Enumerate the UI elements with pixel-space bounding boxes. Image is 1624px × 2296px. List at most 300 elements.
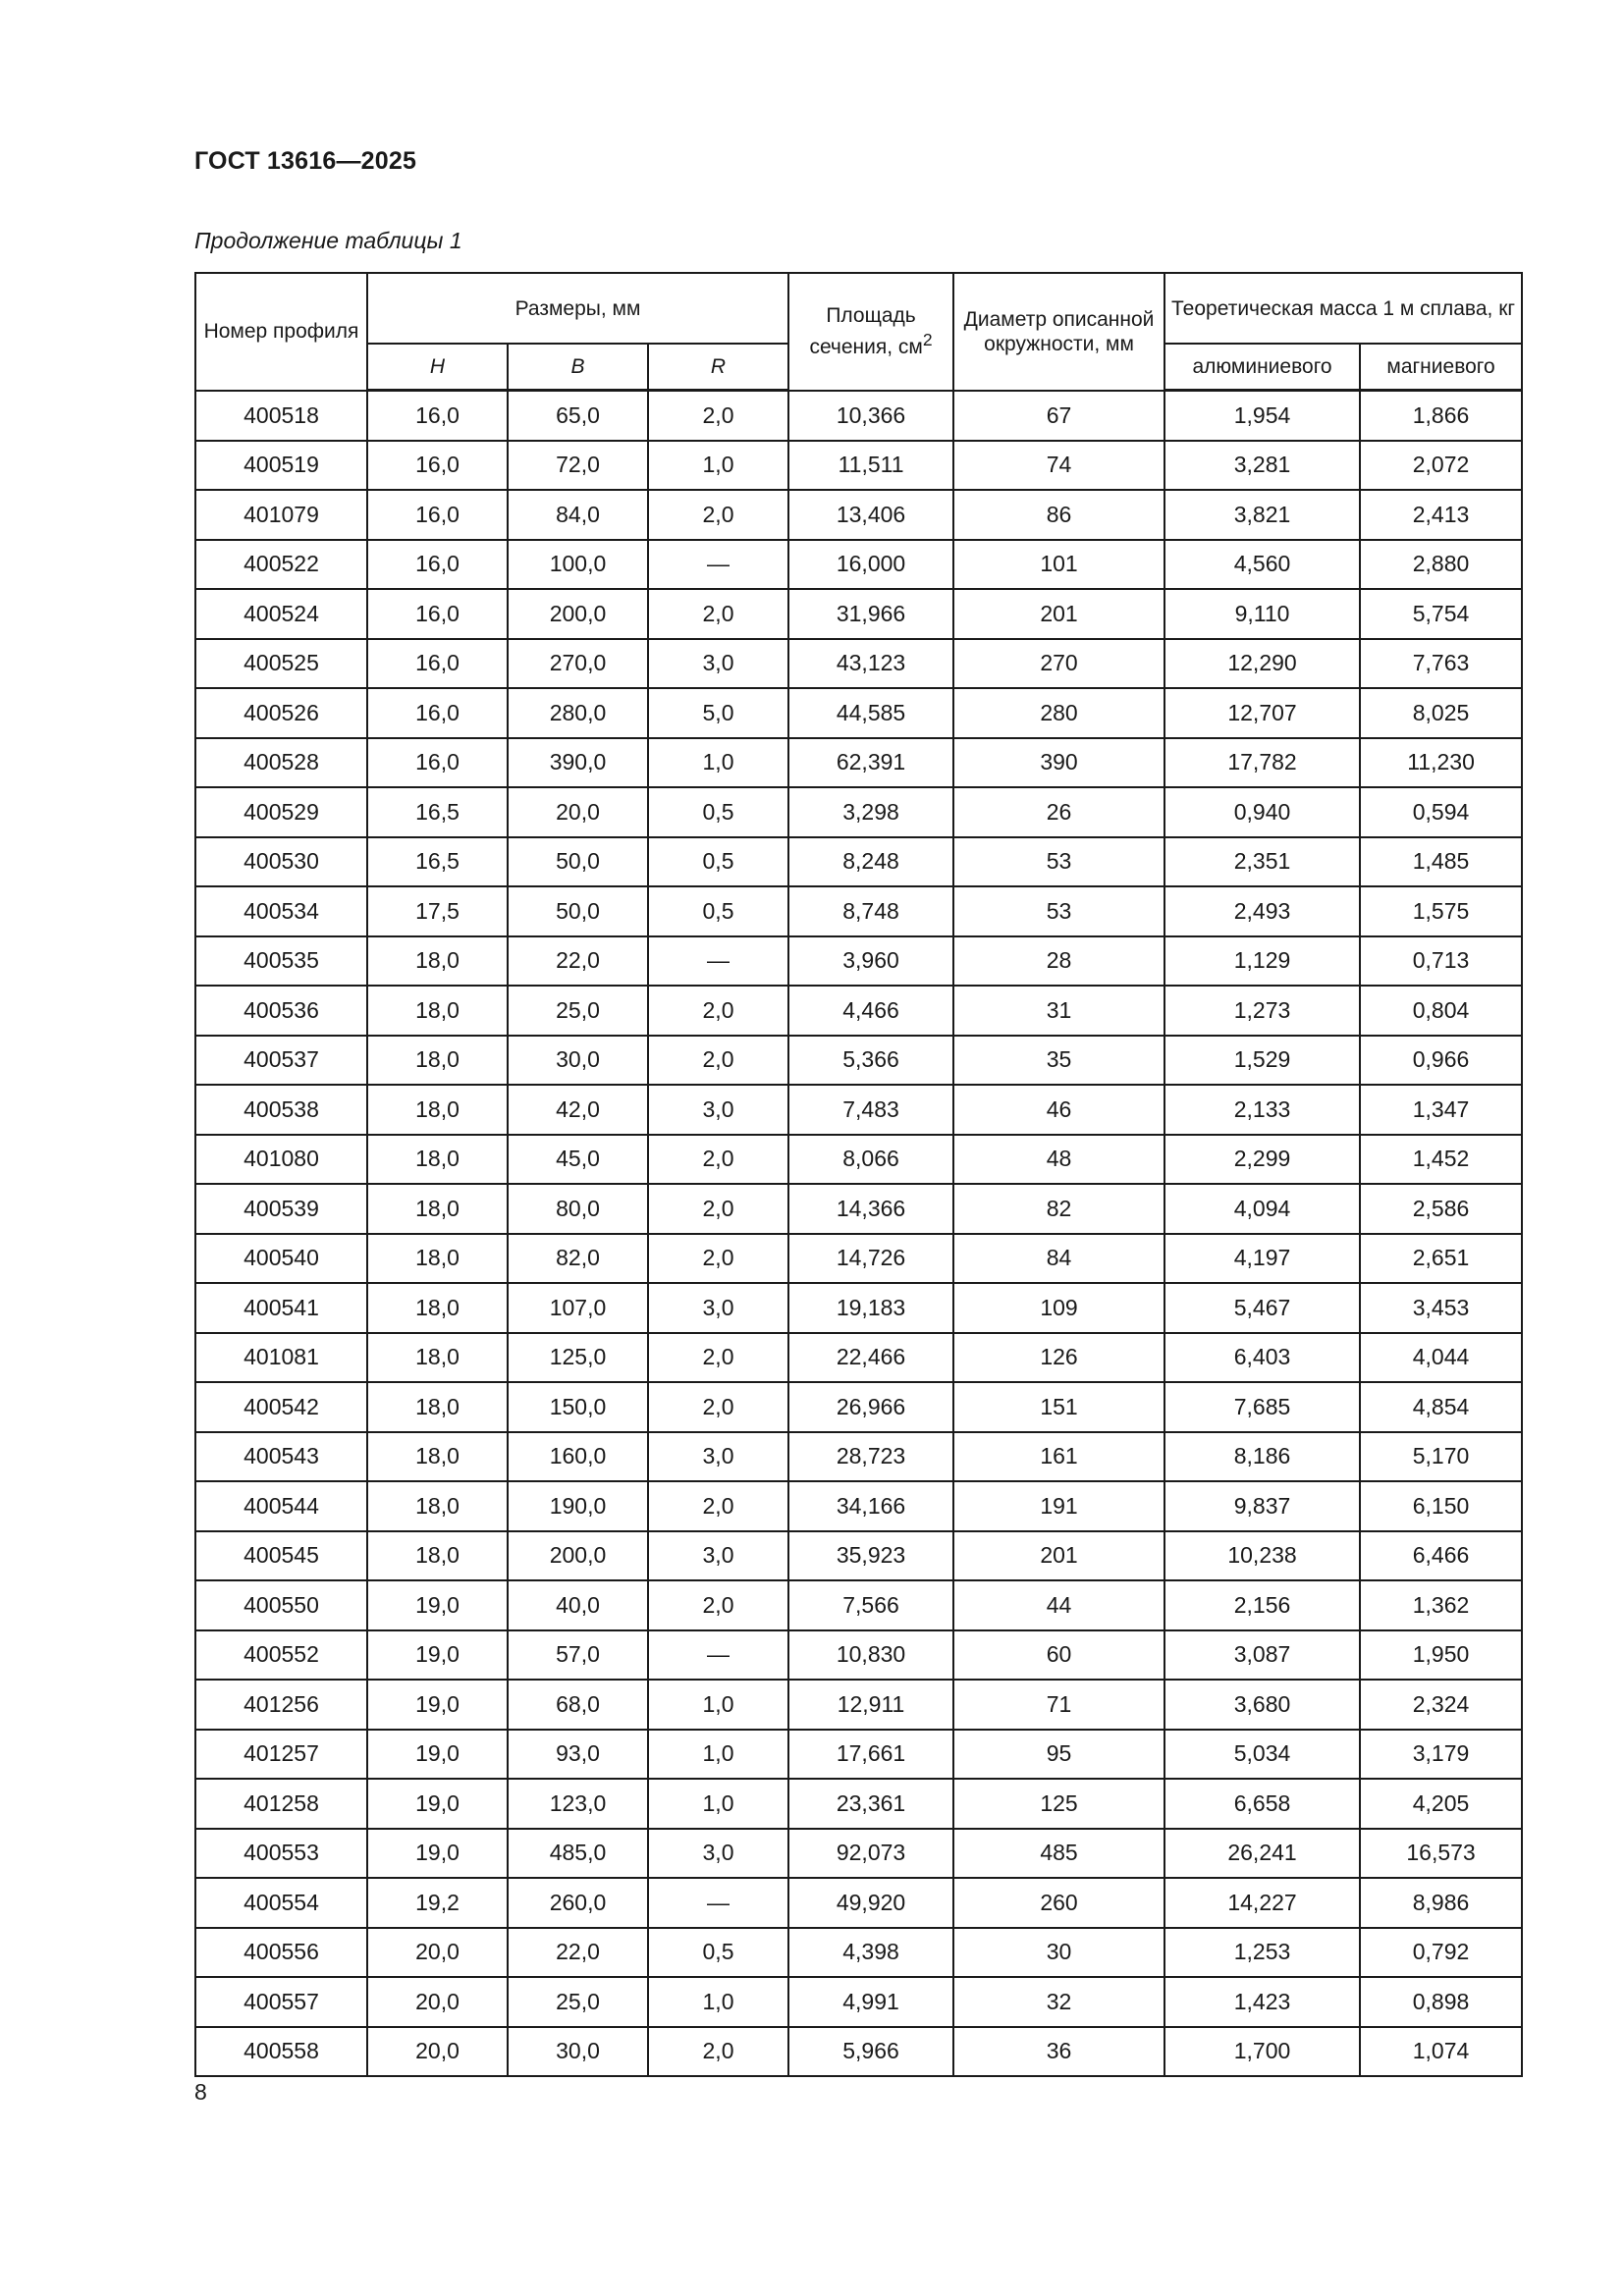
- cell-mass-magnesium: 0,804: [1360, 986, 1522, 1036]
- cell-section-area: 3,298: [788, 787, 953, 837]
- cell-h: 19,2: [367, 1878, 508, 1928]
- cell-r: 2,0: [648, 1184, 788, 1234]
- cell-section-area: 16,000: [788, 540, 953, 590]
- cell-b: 30,0: [508, 2027, 648, 2077]
- cell-profile-number: 400529: [195, 787, 367, 837]
- cell-mass-aluminum: 1,700: [1164, 2027, 1360, 2077]
- cell-mass-magnesium: 2,880: [1360, 540, 1522, 590]
- cell-h: 19,0: [367, 1680, 508, 1730]
- cell-mass-magnesium: 0,966: [1360, 1036, 1522, 1086]
- cell-b: 160,0: [508, 1432, 648, 1482]
- cell-mass-magnesium: 16,573: [1360, 1829, 1522, 1879]
- cell-diameter: 28: [953, 936, 1164, 987]
- cell-mass-magnesium: 4,205: [1360, 1779, 1522, 1829]
- cell-mass-aluminum: 1,273: [1164, 986, 1360, 1036]
- cell-h: 18,0: [367, 1135, 508, 1185]
- cell-mass-magnesium: 4,044: [1360, 1333, 1522, 1383]
- cell-profile-number: 400528: [195, 738, 367, 788]
- cell-profile-number: 400530: [195, 837, 367, 887]
- cell-h: 19,0: [367, 1730, 508, 1780]
- cell-diameter: 201: [953, 589, 1164, 639]
- cell-mass-magnesium: 0,898: [1360, 1977, 1522, 2027]
- cell-b: 200,0: [508, 1531, 648, 1581]
- cell-r: 1,0: [648, 1680, 788, 1730]
- cell-diameter: 109: [953, 1283, 1164, 1333]
- cell-profile-number: 400524: [195, 589, 367, 639]
- cell-b: 30,0: [508, 1036, 648, 1086]
- table-row: [195, 1234, 1522, 1284]
- cell-profile-number: 401258: [195, 1779, 367, 1829]
- cell-r: 3,0: [648, 1531, 788, 1581]
- cell-mass-aluminum: 2,156: [1164, 1580, 1360, 1630]
- cell-h: 19,0: [367, 1630, 508, 1681]
- header-aluminum: алюминиевого: [1164, 344, 1360, 391]
- cell-profile-number: 400553: [195, 1829, 367, 1879]
- cell-r: 3,0: [648, 1283, 788, 1333]
- cell-h: 20,0: [367, 2027, 508, 2077]
- cell-mass-aluminum: 2,351: [1164, 837, 1360, 887]
- cell-mass-magnesium: 6,466: [1360, 1531, 1522, 1581]
- cell-profile-number: 400538: [195, 1085, 367, 1135]
- cell-b: 22,0: [508, 936, 648, 987]
- cell-section-area: 28,723: [788, 1432, 953, 1482]
- cell-mass-aluminum: 1,423: [1164, 1977, 1360, 2027]
- cell-section-area: 92,073: [788, 1829, 953, 1879]
- cell-mass-aluminum: 12,707: [1164, 688, 1360, 738]
- cell-diameter: 48: [953, 1135, 1164, 1185]
- cell-profile-number: 400541: [195, 1283, 367, 1333]
- cell-mass-magnesium: 1,074: [1360, 2027, 1522, 2077]
- cell-profile-number: 400534: [195, 886, 367, 936]
- cell-section-area: 10,366: [788, 391, 953, 441]
- cell-mass-magnesium: 2,651: [1360, 1234, 1522, 1284]
- cell-r: 0,5: [648, 787, 788, 837]
- table-row: [195, 1730, 1522, 1780]
- table-row: [195, 1531, 1522, 1581]
- cell-b: 57,0: [508, 1630, 648, 1681]
- cell-b: 50,0: [508, 886, 648, 936]
- cell-b: 84,0: [508, 490, 648, 540]
- cell-mass-magnesium: 3,179: [1360, 1730, 1522, 1780]
- cell-r: 2,0: [648, 1333, 788, 1383]
- cell-diameter: 125: [953, 1779, 1164, 1829]
- cell-b: 123,0: [508, 1779, 648, 1829]
- cell-mass-magnesium: 5,754: [1360, 589, 1522, 639]
- cell-profile-number: 400536: [195, 986, 367, 1036]
- cell-diameter: 30: [953, 1928, 1164, 1978]
- cell-diameter: 84: [953, 1234, 1164, 1284]
- table-row: [195, 738, 1522, 788]
- cell-profile-number: 400525: [195, 639, 367, 689]
- cell-profile-number: 400557: [195, 1977, 367, 2027]
- table-row: [195, 1085, 1522, 1135]
- cell-r: 1,0: [648, 441, 788, 491]
- cell-h: 16,0: [367, 738, 508, 788]
- cell-b: 200,0: [508, 589, 648, 639]
- cell-mass-aluminum: 2,299: [1164, 1135, 1360, 1185]
- cell-mass-aluminum: 10,238: [1164, 1531, 1360, 1581]
- cell-r: 1,0: [648, 1779, 788, 1829]
- cell-r: 5,0: [648, 688, 788, 738]
- table-row: [195, 1829, 1522, 1879]
- cell-section-area: 10,830: [788, 1630, 953, 1681]
- cell-r: 0,5: [648, 837, 788, 887]
- cell-section-area: 26,966: [788, 1382, 953, 1432]
- cell-mass-aluminum: 9,837: [1164, 1481, 1360, 1531]
- table-row: [195, 886, 1522, 936]
- table-row: [195, 1184, 1522, 1234]
- cell-r: 2,0: [648, 1234, 788, 1284]
- cell-mass-aluminum: 1,529: [1164, 1036, 1360, 1086]
- cell-mass-magnesium: 8,025: [1360, 688, 1522, 738]
- cell-mass-aluminum: 3,281: [1164, 441, 1360, 491]
- table-row: [195, 986, 1522, 1036]
- cell-r: 0,5: [648, 1928, 788, 1978]
- cell-b: 65,0: [508, 391, 648, 441]
- header-magnesium: магниевого: [1360, 344, 1522, 391]
- table-row: [195, 1878, 1522, 1928]
- cell-r: 2,0: [648, 1481, 788, 1531]
- page-number: 8: [194, 2079, 207, 2105]
- cell-mass-magnesium: 0,713: [1360, 936, 1522, 987]
- cell-mass-aluminum: 14,227: [1164, 1878, 1360, 1928]
- cell-section-area: 23,361: [788, 1779, 953, 1829]
- cell-r: 2,0: [648, 1382, 788, 1432]
- cell-h: 16,0: [367, 441, 508, 491]
- document-header: ГОСТ 13616—2025: [194, 147, 417, 175]
- cell-b: 22,0: [508, 1928, 648, 1978]
- cell-b: 50,0: [508, 837, 648, 887]
- cell-diameter: 390: [953, 738, 1164, 788]
- cell-diameter: 101: [953, 540, 1164, 590]
- cell-h: 19,0: [367, 1779, 508, 1829]
- cell-section-area: 4,991: [788, 1977, 953, 2027]
- cell-diameter: 151: [953, 1382, 1164, 1432]
- cell-b: 93,0: [508, 1730, 648, 1780]
- cell-diameter: 260: [953, 1878, 1164, 1928]
- cell-r: —: [648, 1878, 788, 1928]
- table-row: [195, 1036, 1522, 1086]
- cell-diameter: 82: [953, 1184, 1164, 1234]
- cell-mass-magnesium: 1,347: [1360, 1085, 1522, 1135]
- table-row: [195, 391, 1522, 441]
- cell-diameter: 71: [953, 1680, 1164, 1730]
- cell-b: 42,0: [508, 1085, 648, 1135]
- cell-section-area: 44,585: [788, 688, 953, 738]
- cell-r: 2,0: [648, 391, 788, 441]
- cell-mass-magnesium: 6,150: [1360, 1481, 1522, 1531]
- cell-section-area: 12,911: [788, 1680, 953, 1730]
- cell-diameter: 161: [953, 1432, 1164, 1482]
- cell-profile-number: 400544: [195, 1481, 367, 1531]
- cell-mass-aluminum: 1,954: [1164, 391, 1360, 441]
- cell-profile-number: 400537: [195, 1036, 367, 1086]
- profiles-table: [194, 272, 1523, 2077]
- cell-h: 18,0: [367, 1432, 508, 1482]
- table-header: [195, 273, 1522, 391]
- cell-b: 72,0: [508, 441, 648, 491]
- table-row: [195, 639, 1522, 689]
- cell-r: 1,0: [648, 1977, 788, 2027]
- cell-r: 2,0: [648, 2027, 788, 2077]
- cell-b: 82,0: [508, 1234, 648, 1284]
- cell-mass-aluminum: 1,253: [1164, 1928, 1360, 1978]
- cell-section-area: 4,398: [788, 1928, 953, 1978]
- cell-mass-aluminum: 8,186: [1164, 1432, 1360, 1482]
- cell-r: —: [648, 1630, 788, 1681]
- cell-profile-number: 400543: [195, 1432, 367, 1482]
- cell-mass-aluminum: 17,782: [1164, 738, 1360, 788]
- cell-section-area: 62,391: [788, 738, 953, 788]
- cell-section-area: 14,366: [788, 1184, 953, 1234]
- cell-h: 16,0: [367, 688, 508, 738]
- cell-b: 390,0: [508, 738, 648, 788]
- cell-profile-number: 401081: [195, 1333, 367, 1383]
- cell-mass-magnesium: 1,866: [1360, 391, 1522, 441]
- table-row: [195, 490, 1522, 540]
- cell-profile-number: 400535: [195, 936, 367, 987]
- cell-h: 18,0: [367, 1036, 508, 1086]
- cell-mass-magnesium: 7,763: [1360, 639, 1522, 689]
- cell-profile-number: 400539: [195, 1184, 367, 1234]
- cell-r: 3,0: [648, 639, 788, 689]
- header-section-area: [788, 273, 953, 391]
- cell-section-area: 14,726: [788, 1234, 953, 1284]
- cell-section-area: 5,366: [788, 1036, 953, 1086]
- cell-mass-aluminum: 2,133: [1164, 1085, 1360, 1135]
- cell-h: 16,5: [367, 837, 508, 887]
- header-h: H: [367, 344, 508, 391]
- cell-h: 18,0: [367, 1184, 508, 1234]
- cell-section-area: 11,511: [788, 441, 953, 491]
- cell-h: 18,0: [367, 1085, 508, 1135]
- cell-section-area: 8,066: [788, 1135, 953, 1185]
- cell-diameter: 46: [953, 1085, 1164, 1135]
- cell-profile-number: 400554: [195, 1878, 367, 1928]
- cell-section-area: 7,483: [788, 1085, 953, 1135]
- cell-r: —: [648, 936, 788, 987]
- cell-section-area: 13,406: [788, 490, 953, 540]
- cell-section-area: 34,166: [788, 1481, 953, 1531]
- cell-b: 80,0: [508, 1184, 648, 1234]
- cell-section-area: 43,123: [788, 639, 953, 689]
- cell-h: 18,0: [367, 1531, 508, 1581]
- table-row: [195, 787, 1522, 837]
- cell-section-area: 49,920: [788, 1878, 953, 1928]
- cell-diameter: 280: [953, 688, 1164, 738]
- cell-r: 2,0: [648, 986, 788, 1036]
- cell-diameter: 35: [953, 1036, 1164, 1086]
- cell-section-area: 17,661: [788, 1730, 953, 1780]
- header-circumscribed-diameter: Диаметр описанной окружности, мм: [953, 273, 1164, 391]
- cell-mass-aluminum: 12,290: [1164, 639, 1360, 689]
- cell-b: 100,0: [508, 540, 648, 590]
- cell-profile-number: 400519: [195, 441, 367, 491]
- cell-profile-number: 400526: [195, 688, 367, 738]
- cell-mass-magnesium: 2,586: [1360, 1184, 1522, 1234]
- cell-b: 25,0: [508, 986, 648, 1036]
- header-theoretical-mass: Теоретическая масса 1 м сплава, кг: [1164, 273, 1522, 344]
- cell-diameter: 36: [953, 2027, 1164, 2077]
- cell-section-area: 35,923: [788, 1531, 953, 1581]
- header-b: B: [508, 344, 648, 391]
- cell-h: 18,0: [367, 1382, 508, 1432]
- cell-mass-aluminum: 26,241: [1164, 1829, 1360, 1879]
- cell-mass-aluminum: 4,560: [1164, 540, 1360, 590]
- cell-h: 18,0: [367, 1481, 508, 1531]
- cell-r: 2,0: [648, 1580, 788, 1630]
- cell-r: 3,0: [648, 1432, 788, 1482]
- cell-profile-number: 400518: [195, 391, 367, 441]
- cell-profile-number: 401080: [195, 1135, 367, 1185]
- cell-diameter: 31: [953, 986, 1164, 1036]
- cell-h: 19,0: [367, 1580, 508, 1630]
- cell-h: 16,0: [367, 391, 508, 441]
- cell-mass-aluminum: 0,940: [1164, 787, 1360, 837]
- table-caption: Продолжение таблицы 1: [194, 228, 462, 253]
- table-row: [195, 1779, 1522, 1829]
- cell-b: 20,0: [508, 787, 648, 837]
- cell-r: 3,0: [648, 1085, 788, 1135]
- cell-r: 0,5: [648, 886, 788, 936]
- table-row: [195, 2027, 1522, 2077]
- cell-diameter: 53: [953, 886, 1164, 936]
- cell-diameter: 485: [953, 1829, 1164, 1879]
- cell-profile-number: 400550: [195, 1580, 367, 1630]
- cell-mass-magnesium: 2,324: [1360, 1680, 1522, 1730]
- cell-mass-aluminum: 7,685: [1164, 1382, 1360, 1432]
- header-area-text: Площадь сечения, см: [809, 304, 923, 359]
- header-profile-number: Номер профиля: [195, 273, 367, 391]
- cell-mass-magnesium: 0,792: [1360, 1928, 1522, 1978]
- cell-b: 107,0: [508, 1283, 648, 1333]
- cell-section-area: 3,960: [788, 936, 953, 987]
- cell-mass-magnesium: 3,453: [1360, 1283, 1522, 1333]
- table-row: [195, 1333, 1522, 1383]
- cell-mass-aluminum: 3,680: [1164, 1680, 1360, 1730]
- cell-h: 19,0: [367, 1829, 508, 1879]
- cell-diameter: 32: [953, 1977, 1164, 2027]
- table-row: [195, 936, 1522, 987]
- cell-mass-magnesium: 1,362: [1360, 1580, 1522, 1630]
- cell-section-area: 8,248: [788, 837, 953, 887]
- cell-mass-magnesium: 0,594: [1360, 787, 1522, 837]
- cell-profile-number: 400545: [195, 1531, 367, 1581]
- cell-section-area: 8,748: [788, 886, 953, 936]
- cell-mass-aluminum: 6,658: [1164, 1779, 1360, 1829]
- table-row: [195, 1283, 1522, 1333]
- table-row: [195, 688, 1522, 738]
- table-row: [195, 1481, 1522, 1531]
- table-row: [195, 1630, 1522, 1681]
- cell-diameter: 60: [953, 1630, 1164, 1681]
- cell-mass-magnesium: 1,950: [1360, 1630, 1522, 1681]
- cell-h: 16,5: [367, 787, 508, 837]
- cell-mass-magnesium: 1,575: [1360, 886, 1522, 936]
- cell-section-area: 4,466: [788, 986, 953, 1036]
- cell-diameter: 44: [953, 1580, 1164, 1630]
- cell-b: 45,0: [508, 1135, 648, 1185]
- cell-r: 2,0: [648, 1036, 788, 1086]
- cell-section-area: 5,966: [788, 2027, 953, 2077]
- cell-h: 16,0: [367, 540, 508, 590]
- cell-diameter: 270: [953, 639, 1164, 689]
- cell-mass-aluminum: 5,467: [1164, 1283, 1360, 1333]
- cell-diameter: 95: [953, 1730, 1164, 1780]
- cell-profile-number: 400552: [195, 1630, 367, 1681]
- cell-mass-aluminum: 4,094: [1164, 1184, 1360, 1234]
- table-row: [195, 1135, 1522, 1185]
- cell-b: 125,0: [508, 1333, 648, 1383]
- cell-section-area: 31,966: [788, 589, 953, 639]
- cell-r: 2,0: [648, 490, 788, 540]
- cell-h: 16,0: [367, 589, 508, 639]
- cell-b: 40,0: [508, 1580, 648, 1630]
- cell-mass-aluminum: 2,493: [1164, 886, 1360, 936]
- table-row: [195, 441, 1522, 491]
- table-row: [195, 589, 1522, 639]
- table-row: [195, 1432, 1522, 1482]
- cell-diameter: 67: [953, 391, 1164, 441]
- cell-diameter: 191: [953, 1481, 1164, 1531]
- cell-mass-aluminum: 5,034: [1164, 1730, 1360, 1780]
- cell-profile-number: 400542: [195, 1382, 367, 1432]
- cell-r: 1,0: [648, 738, 788, 788]
- cell-profile-number: 401257: [195, 1730, 367, 1780]
- cell-mass-aluminum: 1,129: [1164, 936, 1360, 987]
- cell-mass-magnesium: 4,854: [1360, 1382, 1522, 1432]
- cell-r: —: [648, 540, 788, 590]
- cell-mass-aluminum: 6,403: [1164, 1333, 1360, 1383]
- cell-diameter: 86: [953, 490, 1164, 540]
- header-r: R: [648, 344, 788, 391]
- table-body: [195, 391, 1522, 2077]
- cell-h: 18,0: [367, 1283, 508, 1333]
- table-row: [195, 1977, 1522, 2027]
- cell-profile-number: 401256: [195, 1680, 367, 1730]
- cell-b: 190,0: [508, 1481, 648, 1531]
- cell-section-area: 19,183: [788, 1283, 953, 1333]
- cell-h: 18,0: [367, 1234, 508, 1284]
- cell-b: 270,0: [508, 639, 648, 689]
- cell-r: 2,0: [648, 589, 788, 639]
- cell-diameter: 53: [953, 837, 1164, 887]
- cell-h: 20,0: [367, 1977, 508, 2027]
- cell-mass-magnesium: 2,072: [1360, 441, 1522, 491]
- cell-mass-aluminum: 3,821: [1164, 490, 1360, 540]
- cell-r: 3,0: [648, 1829, 788, 1879]
- table-row: [195, 1680, 1522, 1730]
- cell-mass-aluminum: 3,087: [1164, 1630, 1360, 1681]
- header-dimensions: Размеры, мм: [367, 273, 788, 344]
- cell-b: 260,0: [508, 1878, 648, 1928]
- cell-h: 18,0: [367, 986, 508, 1036]
- cell-diameter: 201: [953, 1531, 1164, 1581]
- header-area-exponent: 2: [922, 330, 933, 350]
- cell-b: 68,0: [508, 1680, 648, 1730]
- table-row: [195, 837, 1522, 887]
- cell-section-area: 22,466: [788, 1333, 953, 1383]
- cell-h: 20,0: [367, 1928, 508, 1978]
- cell-profile-number: 400556: [195, 1928, 367, 1978]
- cell-diameter: 126: [953, 1333, 1164, 1383]
- cell-r: 2,0: [648, 1135, 788, 1185]
- cell-mass-magnesium: 1,485: [1360, 837, 1522, 887]
- cell-h: 17,5: [367, 886, 508, 936]
- cell-b: 150,0: [508, 1382, 648, 1432]
- cell-profile-number: 400540: [195, 1234, 367, 1284]
- cell-profile-number: 400558: [195, 2027, 367, 2077]
